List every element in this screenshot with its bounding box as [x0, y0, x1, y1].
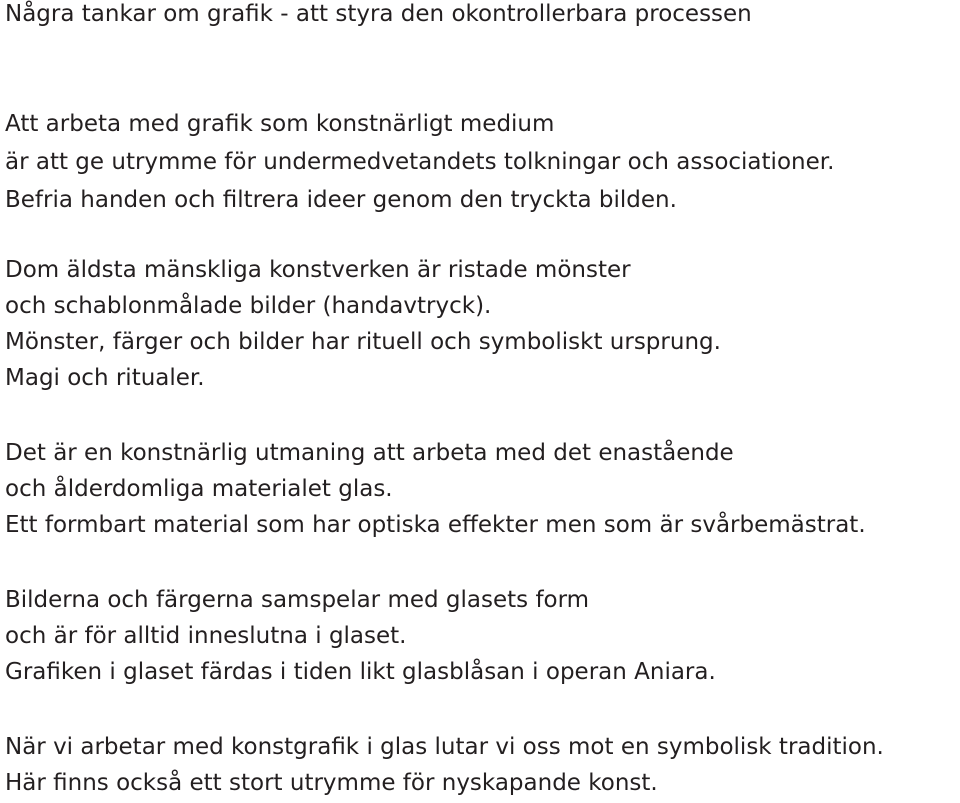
- paragraph-1: [5, 105, 834, 219]
- text-line: Att arbeta med grafik som konstnärligt medium: [5, 111, 555, 137]
- text-line: Här finns också ett stort utrymme för nyskapande konst.: [5, 770, 658, 796]
- text-line: Ett formbart material som har optiska effekter men som är svårbemästrat.: [5, 512, 866, 538]
- paragraph-3: [5, 435, 866, 543]
- text-line: Mönster, färger och bilder har rituell och symboliskt ursprung.: [5, 329, 721, 355]
- text-line: och schablonmålade bilder (handavtryck).: [5, 293, 492, 319]
- text-line: och ålderdomliga materialet glas.: [5, 476, 393, 502]
- text-line: Befria handen och filtrera ideer genom den tryckta bilden.: [5, 187, 677, 213]
- paragraph-2: [5, 252, 721, 396]
- paragraph-4: [5, 582, 716, 690]
- text-line: är att ge utrymme för undermedvetandets tolkningar och associationer.: [5, 149, 835, 175]
- document-title: Några tankar om grafik - att styra den okontrollerbara processen: [5, 1, 752, 27]
- text-line: När vi arbetar med konstgrafik i glas lutar vi oss mot en symbolisk tradition.: [5, 734, 884, 760]
- paragraph-5: [5, 729, 884, 801]
- text-line: Magi och ritualer.: [5, 365, 205, 391]
- text-line: Dom äldsta mänskliga konstverken är ristade mönster: [5, 257, 631, 283]
- text-line: och är för alltid inneslutna i glaset.: [5, 623, 407, 649]
- text-line: Det är en konstnärlig utmaning att arbeta med det enastående: [5, 440, 734, 466]
- text-line: Grafiken i glaset färdas i tiden likt glasblåsan i operan Aniara.: [5, 659, 716, 685]
- text-line: Bilderna och färgerna samspelar med glasets form: [5, 587, 590, 613]
